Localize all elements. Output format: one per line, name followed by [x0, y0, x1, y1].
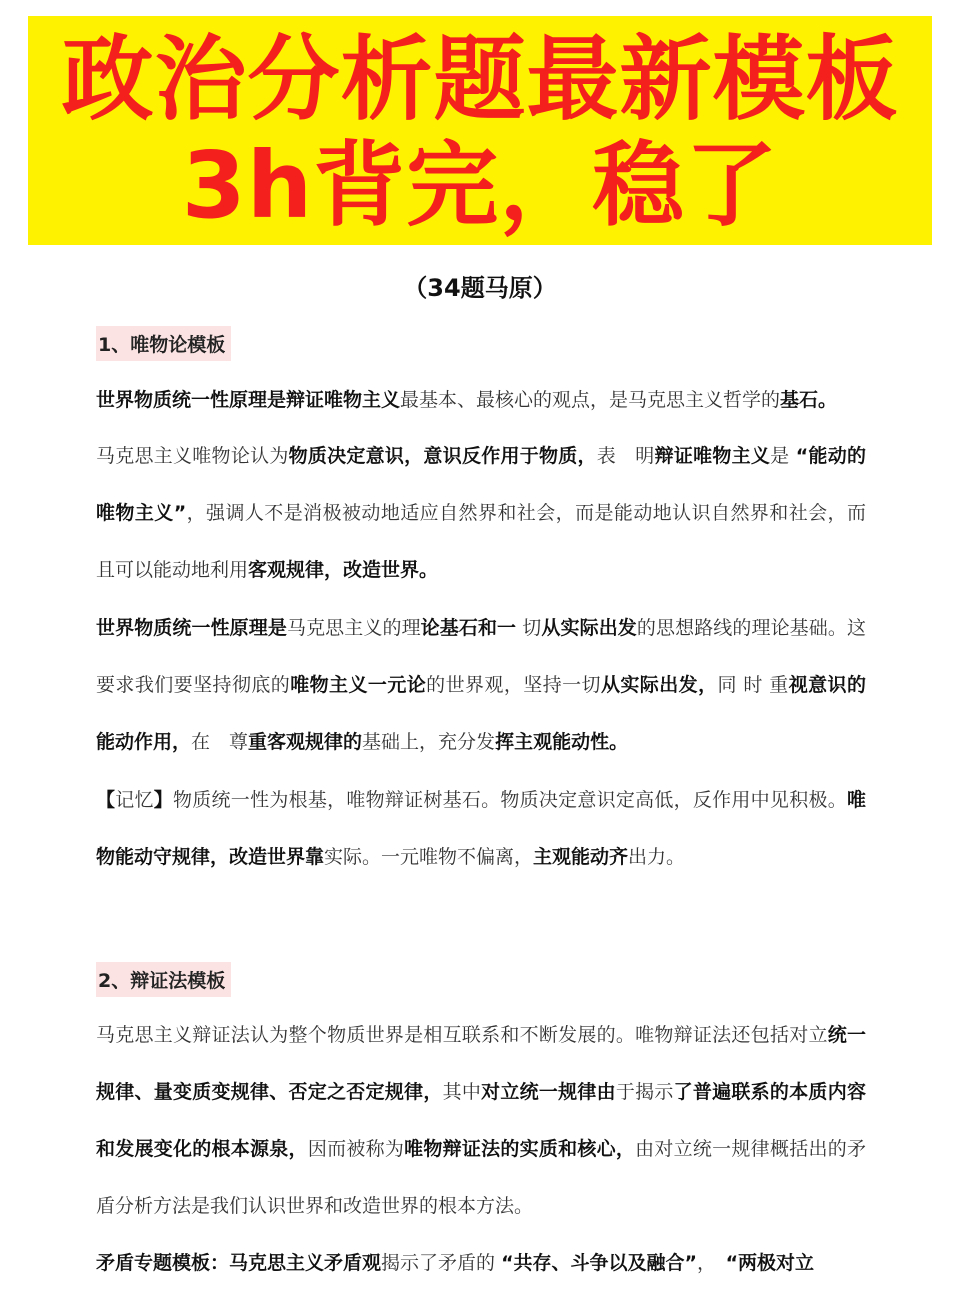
bold-text: 【: [96, 789, 116, 811]
text: ，强调人不是消极被动地适应自然界和社会，而是能动地认识自然界和社会，而且可以能动地利用: [96, 502, 866, 581]
memory-paragraph: [96, 772, 866, 886]
bold-text: “能动的唯物主义”: [96, 445, 866, 524]
text: 最基本、最核心的观点，是马克思主义哲学的: [400, 389, 781, 411]
text: 记忆: [115, 789, 154, 811]
bold-text: 唯物能动守规律，改造世界靠: [96, 789, 866, 868]
text: 揭示了矛盾的: [381, 1252, 502, 1274]
bold-text: 从实际出发: [541, 617, 637, 639]
text: 因而被称为: [307, 1138, 405, 1160]
text: 其中: [442, 1081, 482, 1103]
paragraph: [96, 428, 866, 599]
bold-text: 主观能动齐: [533, 846, 629, 868]
bold-text: 矛盾专题模板：马克思主义矛盾观: [96, 1252, 382, 1274]
banner-title-line1: 政治分析题最新模板: [61, 26, 899, 133]
paragraph: [96, 600, 866, 771]
title-banner: [28, 16, 932, 245]
banner-title-line2: 3h背完，稳了: [181, 132, 779, 239]
text: 的世界观，坚持一切: [426, 674, 601, 696]
bold-text: “两极对立: [725, 1252, 815, 1274]
text: 物质统一性为根基，唯物辩证树基石。物质决定意识定高低，反作用中见积极。: [173, 789, 847, 811]
text: 表 明: [596, 445, 655, 467]
bold-text: 重客观规律的: [248, 731, 363, 753]
text: 在 尊: [191, 731, 249, 753]
paragraph: [96, 1007, 866, 1235]
text: 基础上，充分发: [362, 731, 496, 753]
bold-text: 唯物主义一元论: [290, 674, 427, 696]
bold-text: “共存、斗争以及融合”: [501, 1252, 698, 1274]
text: 实际。一元唯物不偏离，: [324, 846, 534, 868]
bold-text: 挥主观能动性。: [495, 731, 629, 753]
bold-text: 辩证唯物主义: [654, 445, 771, 467]
bold-text: 从实际出发，: [600, 674, 718, 696]
bold-text: 唯物辩证法的实质和核心，: [404, 1138, 636, 1160]
bold-text: 基石。: [780, 389, 838, 411]
bold-text: 了普遍联系的本质内容和发展变化的根本源泉，: [96, 1081, 866, 1160]
bold-text: 物质决定意识，意识反作用于物质，: [288, 445, 597, 467]
document-subtitle: （34题马原）: [403, 274, 557, 302]
text: ，: [697, 1252, 726, 1274]
bold-text: 视意识的能动作用，: [96, 674, 866, 753]
section-heading-materialism: 1、唯物论模板: [96, 326, 231, 361]
bold-text: 统一规律、量变质变规律、否定之否定规律，: [96, 1024, 866, 1103]
bold-text: 世界物质统一性原理是辩证唯物主义: [96, 389, 401, 411]
text: 是: [770, 445, 796, 467]
text: 的思想路线的理论基础。这要求我们要坚持彻底的: [96, 617, 866, 696]
paragraph: [96, 1235, 866, 1292]
text: 马克思主义的理: [286, 617, 421, 639]
bold-text: 论基石和一: [420, 617, 517, 639]
text: 马克思主义唯物论认为: [96, 445, 289, 467]
bold-text: 】: [153, 789, 174, 811]
text: 切: [516, 617, 542, 639]
bold-text: 世界物质统一性原理是: [96, 617, 287, 639]
bold-text: 客观规律，改造世界。: [248, 559, 439, 581]
section-heading-dialectics: 2、辩证法模板: [96, 962, 231, 997]
text: 出力。: [628, 846, 686, 868]
text: 同 时 重: [717, 674, 789, 696]
text: 马克思主义辩证法认为整个物质世界是相互联系和不断发展的。唯物辩证法还包括对立: [96, 1024, 828, 1046]
text: 由对立统一规律概括出的矛盾分析方法是我们认识世界和改造世界的根本方法。: [96, 1138, 866, 1217]
text: 于揭示: [615, 1081, 674, 1103]
paragraph: [96, 372, 866, 429]
bold-text: 对立统一规律由: [481, 1081, 616, 1103]
